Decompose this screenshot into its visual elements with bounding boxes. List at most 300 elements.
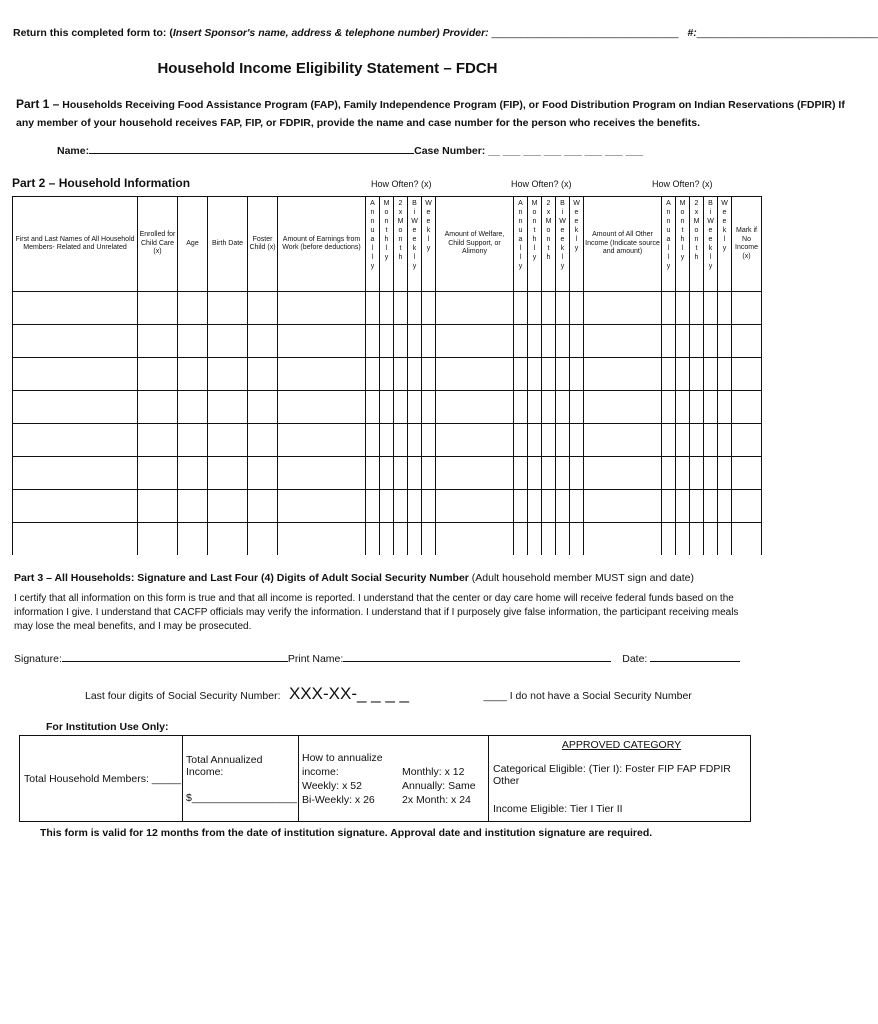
- part1-name-row: Name: Case Number: __ ___ ___ ___ ___ ___ ___ ___: [57, 145, 643, 157]
- freq-letter: l: [561, 254, 564, 261]
- freq-2x-month: [542, 197, 556, 292]
- table-cell[interactable]: [662, 292, 676, 325]
- table-cell[interactable]: [676, 358, 690, 391]
- part2-heading: Part 2 – Household Information: [12, 176, 191, 190]
- table-cell[interactable]: [138, 457, 178, 490]
- income-eligible[interactable]: Income Eligible: Tier I Tier II: [493, 803, 623, 815]
- table-cell[interactable]: [408, 457, 422, 490]
- table-cell[interactable]: [178, 325, 208, 358]
- table-cell[interactable]: [570, 457, 584, 490]
- freq-letter: y: [518, 263, 523, 270]
- table-cell[interactable]: [208, 391, 248, 424]
- table-cell[interactable]: [718, 325, 732, 358]
- table-cell[interactable]: [584, 457, 662, 490]
- freq-letter: t: [399, 245, 402, 252]
- freq-letter: M: [397, 218, 404, 225]
- table-cell[interactable]: [704, 325, 718, 358]
- table-cell[interactable]: [732, 391, 762, 424]
- table-cell[interactable]: [584, 292, 662, 325]
- table-cell[interactable]: [542, 292, 556, 325]
- table-cell[interactable]: [138, 490, 178, 523]
- table-cell[interactable]: [718, 391, 732, 424]
- table-cell[interactable]: [570, 391, 584, 424]
- freq-letter: e: [412, 236, 417, 243]
- table-cell[interactable]: [676, 292, 690, 325]
- freq-letter: M: [531, 200, 538, 207]
- table-cell[interactable]: [436, 424, 514, 457]
- table-cell[interactable]: [676, 391, 690, 424]
- table-cell[interactable]: [690, 490, 704, 523]
- table-cell[interactable]: [422, 391, 436, 424]
- table-cell[interactable]: [556, 523, 570, 556]
- table-cell[interactable]: [366, 457, 380, 490]
- total-members[interactable]: Total Household Members: _____: [20, 736, 183, 822]
- table-cell[interactable]: [408, 523, 422, 556]
- table-cell[interactable]: [528, 292, 542, 325]
- table-cell[interactable]: [422, 424, 436, 457]
- table-cell[interactable]: [584, 424, 662, 457]
- table-cell[interactable]: [138, 292, 178, 325]
- freq-letter: u: [370, 227, 375, 234]
- table-cell[interactable]: [394, 292, 408, 325]
- table-cell[interactable]: [422, 490, 436, 523]
- table-cell[interactable]: [662, 490, 676, 523]
- freq-letter: l: [667, 245, 670, 252]
- table-cell[interactable]: [248, 523, 278, 556]
- table-cell[interactable]: [13, 523, 138, 556]
- how-often-1: How Often? (x): [371, 179, 432, 189]
- table-cell[interactable]: [178, 358, 208, 391]
- table-cell[interactable]: [408, 325, 422, 358]
- freq-letter: l: [723, 236, 726, 243]
- freq-biweekly: [704, 197, 718, 292]
- freq-weekly: [422, 197, 436, 292]
- table-cell[interactable]: [662, 391, 676, 424]
- table-cell[interactable]: [690, 457, 704, 490]
- table-cell[interactable]: [676, 523, 690, 556]
- table-cell[interactable]: [13, 424, 138, 457]
- table-cell[interactable]: [570, 292, 584, 325]
- return-instructions: Return this completed form to: (Insert Sponsor's name, address & telephone number) Provider: ________________________________ #:_______________________________: [13, 27, 878, 39]
- part3-heading: Part 3 – All Households: Signature and Last Four (4) Digits of Adult Social Security Number (Adult household member MUST sign and date): [14, 572, 694, 584]
- print-name-field[interactable]: [343, 652, 611, 662]
- table-cell[interactable]: [556, 490, 570, 523]
- table-cell[interactable]: [732, 457, 762, 490]
- table-cell[interactable]: [528, 490, 542, 523]
- table-cell[interactable]: [556, 424, 570, 457]
- table-cell[interactable]: [556, 391, 570, 424]
- table-cell[interactable]: [718, 523, 732, 556]
- table-cell[interactable]: [690, 523, 704, 556]
- freq-letter: l: [667, 254, 670, 261]
- table-cell[interactable]: [278, 292, 366, 325]
- freq-letter: y: [384, 254, 389, 261]
- freq-letter: h: [694, 254, 699, 261]
- table-cell[interactable]: [13, 391, 138, 424]
- household-table: [12, 196, 762, 555]
- table-cell[interactable]: [248, 292, 278, 325]
- freq-letter: h: [532, 236, 537, 243]
- table-cell[interactable]: [704, 391, 718, 424]
- freq-letter: a: [666, 236, 671, 243]
- table-cell[interactable]: [13, 358, 138, 391]
- table-cell[interactable]: [394, 358, 408, 391]
- table-cell[interactable]: [208, 292, 248, 325]
- table-cell[interactable]: [514, 490, 528, 523]
- freq-letter: h: [398, 254, 403, 261]
- table-cell[interactable]: [178, 292, 208, 325]
- table-cell[interactable]: [278, 457, 366, 490]
- table-cell[interactable]: [422, 523, 436, 556]
- freq-letter: B: [708, 200, 713, 207]
- table-cell[interactable]: [394, 523, 408, 556]
- table-cell[interactable]: [248, 391, 278, 424]
- table-cell[interactable]: [278, 358, 366, 391]
- table-cell[interactable]: [278, 490, 366, 523]
- table-cell[interactable]: [704, 424, 718, 457]
- table-cell[interactable]: [436, 325, 514, 358]
- freq-letter: B: [412, 200, 417, 207]
- table-cell[interactable]: [248, 424, 278, 457]
- table-cell[interactable]: [718, 358, 732, 391]
- table-cell[interactable]: [528, 358, 542, 391]
- freq-letter: l: [519, 245, 522, 252]
- categorical-eligible[interactable]: Categorical Eligible: (Tier I): Foster FIP FAP FDPIR Other: [493, 763, 731, 787]
- table-cell[interactable]: [542, 523, 556, 556]
- table-cell[interactable]: [366, 391, 380, 424]
- table-cell[interactable]: [366, 325, 380, 358]
- table-cell[interactable]: [528, 457, 542, 490]
- table-cell[interactable]: [13, 457, 138, 490]
- freq-2x-month: [690, 197, 704, 292]
- table-cell[interactable]: [248, 457, 278, 490]
- table-cell[interactable]: [514, 325, 528, 358]
- how-often-3: How Often? (x): [652, 179, 713, 189]
- table-cell[interactable]: [556, 457, 570, 490]
- table-cell[interactable]: [380, 358, 394, 391]
- table-cell[interactable]: [422, 358, 436, 391]
- freq-letter: i: [413, 209, 416, 216]
- table-cell[interactable]: [422, 325, 436, 358]
- freq-letter: W: [411, 218, 418, 225]
- freq-letter: h: [546, 254, 551, 261]
- table-cell[interactable]: [662, 325, 676, 358]
- table-cell[interactable]: [704, 292, 718, 325]
- table-cell[interactable]: [584, 358, 662, 391]
- table-cell[interactable]: [248, 358, 278, 391]
- freq-letter: B: [560, 200, 565, 207]
- table-cell[interactable]: [528, 523, 542, 556]
- table-cell[interactable]: [570, 490, 584, 523]
- table-cell[interactable]: [380, 424, 394, 457]
- freq-biweekly: [408, 197, 422, 292]
- table-cell[interactable]: [542, 457, 556, 490]
- table-cell[interactable]: [732, 292, 762, 325]
- table-cell[interactable]: [528, 325, 542, 358]
- table-cell[interactable]: [662, 457, 676, 490]
- part1-text-2: any member of your household receives FAP, FIP, or FDPIR, provide the name and case number for the person who receives the benefits.: [16, 117, 701, 129]
- freq-letter: e: [574, 218, 579, 225]
- table-cell[interactable]: [138, 523, 178, 556]
- table-cell[interactable]: [380, 490, 394, 523]
- table-cell[interactable]: [178, 424, 208, 457]
- table-cell[interactable]: [138, 325, 178, 358]
- table-cell[interactable]: [366, 523, 380, 556]
- freq-letter: e: [412, 227, 417, 234]
- table-row: [13, 391, 762, 424]
- table-cell[interactable]: [690, 358, 704, 391]
- table-cell[interactable]: [528, 424, 542, 457]
- table-cell[interactable]: [278, 325, 366, 358]
- table-cell[interactable]: [380, 325, 394, 358]
- table-cell[interactable]: [278, 523, 366, 556]
- table-cell[interactable]: [366, 424, 380, 457]
- table-cell[interactable]: [436, 358, 514, 391]
- table-cell[interactable]: [690, 325, 704, 358]
- table-cell[interactable]: [436, 391, 514, 424]
- col-no-income: Mark if No Income (x): [732, 197, 762, 292]
- table-cell[interactable]: [542, 391, 556, 424]
- table-cell[interactable]: [570, 325, 584, 358]
- table-cell[interactable]: [718, 424, 732, 457]
- freq-letter: l: [371, 254, 374, 261]
- freq-annually: [366, 197, 380, 292]
- table-cell[interactable]: [208, 424, 248, 457]
- no-ssn-checkbox[interactable]: ____ I do not have a Social Security Number: [483, 690, 692, 702]
- freq-letters: [366, 197, 379, 291]
- freq-letters: [662, 197, 675, 291]
- table-cell[interactable]: [380, 523, 394, 556]
- freq-letter: x: [694, 209, 699, 216]
- freq-letter: l: [385, 245, 388, 252]
- table-cell[interactable]: [570, 424, 584, 457]
- freq-letter: k: [574, 227, 579, 234]
- table-cell[interactable]: [514, 424, 528, 457]
- table-cell[interactable]: [690, 424, 704, 457]
- freq-letter: n: [680, 218, 685, 225]
- table-cell[interactable]: [436, 523, 514, 556]
- table-cell[interactable]: [514, 523, 528, 556]
- table-cell[interactable]: [408, 424, 422, 457]
- table-cell[interactable]: [732, 490, 762, 523]
- table-cell[interactable]: [542, 325, 556, 358]
- freq-letter: e: [708, 227, 713, 234]
- table-cell[interactable]: [380, 292, 394, 325]
- table-cell[interactable]: [690, 292, 704, 325]
- table-cell[interactable]: [366, 490, 380, 523]
- table-cell[interactable]: [436, 490, 514, 523]
- table-row: [13, 424, 762, 457]
- table-cell[interactable]: [514, 358, 528, 391]
- table-cell[interactable]: [422, 457, 436, 490]
- table-cell[interactable]: [662, 424, 676, 457]
- table-cell[interactable]: [208, 523, 248, 556]
- table-cell[interactable]: [732, 523, 762, 556]
- table-cell[interactable]: [514, 292, 528, 325]
- freq-letter: k: [426, 227, 431, 234]
- table-cell[interactable]: [584, 391, 662, 424]
- table-cell[interactable]: [178, 523, 208, 556]
- table-row: [13, 490, 762, 523]
- freq-letter: l: [519, 254, 522, 261]
- table-cell[interactable]: [208, 490, 248, 523]
- table-cell[interactable]: [514, 391, 528, 424]
- table-cell[interactable]: [556, 358, 570, 391]
- freq-letter: t: [533, 227, 536, 234]
- freq-letters: [394, 197, 407, 291]
- ssn-field[interactable]: XXX-XX-_ _ _ _: [288, 684, 409, 703]
- freq-letter: a: [370, 236, 375, 243]
- freq-letter: M: [545, 218, 552, 225]
- freq-letter: l: [681, 245, 684, 252]
- table-cell[interactable]: [408, 490, 422, 523]
- provider-field[interactable]: ________________________________: [491, 27, 679, 39]
- freq-letter: M: [383, 200, 390, 207]
- case-number-field[interactable]: __ ___ ___ ___ ___ ___ ___ ___: [488, 145, 643, 157]
- freq-letter: h: [384, 236, 389, 243]
- freq-annually: [662, 197, 676, 292]
- freq-letter: t: [385, 227, 388, 234]
- signature-row: Signature: Print Name: Date:: [14, 652, 740, 665]
- freq-letter: e: [560, 227, 565, 234]
- table-cell[interactable]: [676, 325, 690, 358]
- table-cell[interactable]: [584, 523, 662, 556]
- col-earnings: Amount of Earnings from Work (before deductions): [278, 197, 366, 292]
- table-cell[interactable]: [436, 457, 514, 490]
- table-cell[interactable]: [208, 457, 248, 490]
- total-income-field[interactable]: $__________________: [186, 791, 297, 804]
- table-cell[interactable]: [732, 325, 762, 358]
- freq-letter: W: [425, 200, 432, 207]
- freq-biweekly: [556, 197, 570, 292]
- freq-letter: o: [680, 209, 685, 216]
- table-cell[interactable]: [394, 391, 408, 424]
- table-cell[interactable]: [422, 292, 436, 325]
- freq-letter: y: [680, 254, 685, 261]
- institution-box: [19, 735, 751, 822]
- table-cell[interactable]: [278, 424, 366, 457]
- number-field[interactable]: _______________________________: [696, 27, 878, 39]
- table-cell[interactable]: [718, 490, 732, 523]
- table-cell[interactable]: [528, 391, 542, 424]
- table-cell[interactable]: [208, 325, 248, 358]
- table-cell[interactable]: [394, 325, 408, 358]
- col-foster: Foster Child (x): [248, 197, 278, 292]
- table-cell[interactable]: [732, 424, 762, 457]
- table-cell[interactable]: [178, 457, 208, 490]
- table-cell[interactable]: [662, 358, 676, 391]
- table-cell[interactable]: [394, 490, 408, 523]
- freq-letter: l: [575, 236, 578, 243]
- freq-letter: e: [708, 236, 713, 243]
- freq-letter: y: [574, 245, 579, 252]
- freq-letter: W: [721, 200, 728, 207]
- table-cell[interactable]: [394, 457, 408, 490]
- table-cell[interactable]: [248, 490, 278, 523]
- table-cell[interactable]: [436, 292, 514, 325]
- freq-letter: e: [574, 209, 579, 216]
- table-cell[interactable]: [676, 490, 690, 523]
- table-cell[interactable]: [718, 457, 732, 490]
- table-cell[interactable]: [13, 490, 138, 523]
- table-cell[interactable]: [676, 424, 690, 457]
- table-cell[interactable]: [704, 457, 718, 490]
- table-cell[interactable]: [570, 523, 584, 556]
- table-cell[interactable]: [380, 457, 394, 490]
- table-row: [13, 457, 762, 490]
- table-cell[interactable]: [278, 391, 366, 424]
- freq-letters: [408, 197, 421, 291]
- table-cell[interactable]: [704, 490, 718, 523]
- freq-letter: n: [666, 209, 671, 216]
- table-cell[interactable]: [570, 358, 584, 391]
- table-cell[interactable]: [408, 292, 422, 325]
- annualize-cell: How to annualize income: Weekly: x 52 Bi-Weekly: x 26 Monthly: x 12 Annually: Same 2x Month: x 24: [299, 736, 489, 822]
- table-cell[interactable]: [542, 358, 556, 391]
- col-names: First and Last Names of All Household Members- Related and Unrelated: [13, 197, 138, 292]
- table-cell[interactable]: [662, 523, 676, 556]
- table-cell[interactable]: [208, 358, 248, 391]
- freq-letter: y: [666, 263, 671, 270]
- table-cell[interactable]: [514, 457, 528, 490]
- freq-letter: n: [532, 218, 537, 225]
- freq-annually: [514, 197, 528, 292]
- freq-letters: [704, 197, 717, 291]
- freq-letter: e: [560, 236, 565, 243]
- table-cell[interactable]: [13, 325, 138, 358]
- table-cell[interactable]: [556, 325, 570, 358]
- freq-letter: o: [384, 209, 389, 216]
- freq-letter: A: [518, 200, 523, 207]
- freq-letter: i: [709, 209, 712, 216]
- table-cell[interactable]: [178, 391, 208, 424]
- table-cell[interactable]: [408, 358, 422, 391]
- table-cell[interactable]: [408, 391, 422, 424]
- table-cell[interactable]: [732, 358, 762, 391]
- table-cell[interactable]: [138, 391, 178, 424]
- table-cell[interactable]: [366, 358, 380, 391]
- name-field[interactable]: [89, 143, 414, 154]
- table-cell[interactable]: [542, 490, 556, 523]
- col-welfare: Amount of Welfare, Child Support, or Alimony: [436, 197, 514, 292]
- freq-letter: A: [666, 200, 671, 207]
- freq-letter: k: [412, 245, 417, 252]
- table-cell[interactable]: [138, 358, 178, 391]
- table-cell[interactable]: [584, 325, 662, 358]
- freq-letter: e: [722, 209, 727, 216]
- table-cell[interactable]: [690, 391, 704, 424]
- table-cell[interactable]: [704, 523, 718, 556]
- table-cell[interactable]: [676, 457, 690, 490]
- freq-letter: o: [546, 227, 551, 234]
- freq-letters: [556, 197, 569, 291]
- table-cell[interactable]: [718, 292, 732, 325]
- table-cell[interactable]: [394, 424, 408, 457]
- table-cell[interactable]: [248, 325, 278, 358]
- table-cell[interactable]: [178, 490, 208, 523]
- date-field[interactable]: [650, 652, 740, 662]
- table-cell[interactable]: [584, 490, 662, 523]
- table-cell[interactable]: [366, 292, 380, 325]
- table-cell[interactable]: [138, 424, 178, 457]
- signature-field[interactable]: [62, 652, 288, 662]
- freq-letter: M: [679, 200, 686, 207]
- table-cell[interactable]: [556, 292, 570, 325]
- table-cell[interactable]: [542, 424, 556, 457]
- table-cell[interactable]: [704, 358, 718, 391]
- table-cell[interactable]: [380, 391, 394, 424]
- table-cell[interactable]: [13, 292, 138, 325]
